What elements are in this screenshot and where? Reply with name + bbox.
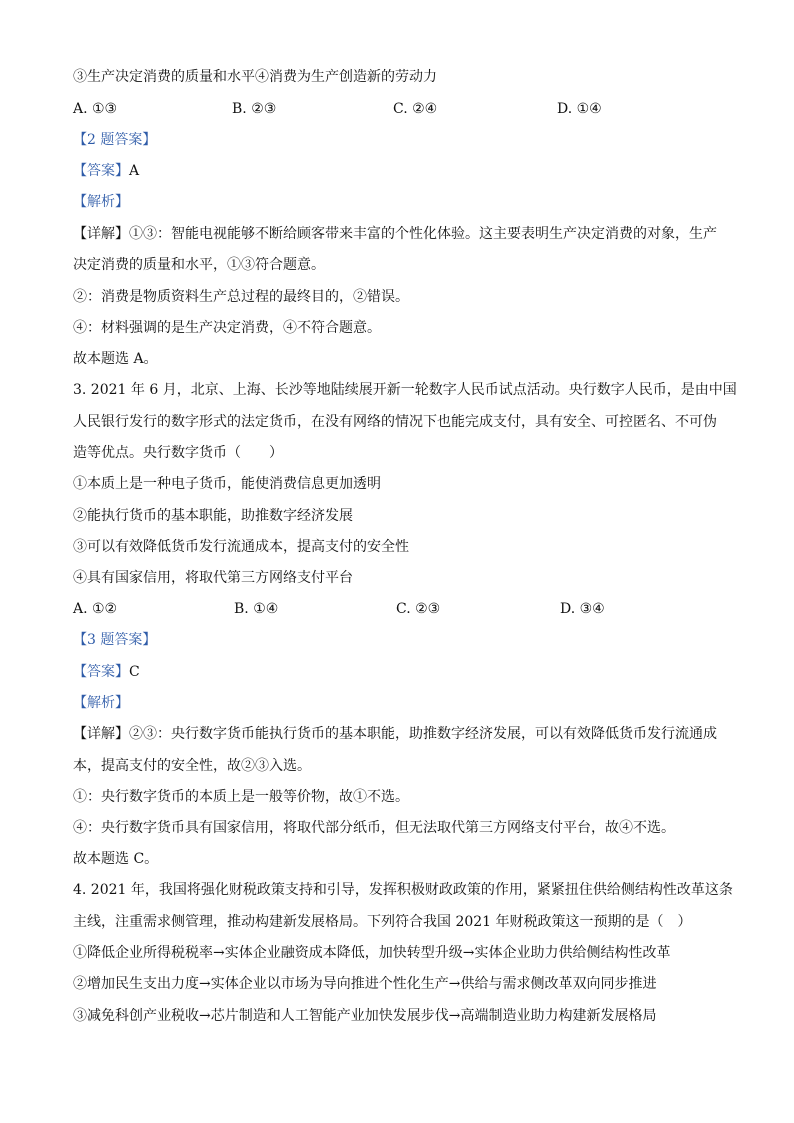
q3-conclusion: 故本题选 C。 bbox=[73, 851, 159, 867]
q3-note-1: ①：央行数字货币的本质上是一般等价物，故①不选。 bbox=[73, 789, 409, 805]
q3-detail-line-2: 本，提高支付的安全性，故②③入选。 bbox=[73, 758, 311, 774]
q3-detail-line-1 bbox=[73, 724, 717, 744]
q3-stem-line-1: 3. 2021 年 6 月，北京、上海、长沙等地陆续展开新一轮数字人民币试点活动。央行数字人民币，是由中国 bbox=[73, 382, 737, 398]
q4-statement-1: ①降低企业所得税税率→实体企业融资成本降低，加快转型升级→实体企业助力供给侧结构性改革 bbox=[73, 945, 671, 961]
q2-analysis-label: 【解析】 bbox=[73, 194, 129, 210]
q2-stem-tail: ③生产决定消费的质量和水平④消费为生产创造新的劳动力 bbox=[73, 69, 437, 85]
answer-label: 【答案】 bbox=[73, 163, 129, 179]
q2-note-1: ②：消费是物质资料生产总过程的最终目的，②错误。 bbox=[73, 289, 409, 305]
q3-analysis-label: 【解析】 bbox=[73, 695, 129, 711]
q2-conclusion: 故本题选 A。 bbox=[73, 351, 158, 367]
q2-option-c: C. ②④ bbox=[393, 101, 438, 117]
q3-stem-line-2: 人民银行发行的数字形式的法定货币，在没有网络的情况下也能完成支付，具有安全、可控匿名、不可伪 bbox=[73, 414, 717, 430]
q4-stem-line-1: 4. 2021 年，我国将强化财税政策支持和引导，发挥积极财政政策的作用，紧紧扭住供给侧结构性改革这条 bbox=[73, 882, 733, 898]
q3-statement-1: ①本质上是一种电子货币，能使消费信息更加透明 bbox=[73, 476, 381, 492]
q2-option-d: D. ①④ bbox=[557, 101, 602, 117]
q3-option-c: C. ②③ bbox=[396, 601, 441, 617]
q3-statement-2: ②能执行货币的基本职能，助推数字经济发展 bbox=[73, 508, 353, 524]
q3-stem-line-3: 造等优点。央行数字货币（ ） bbox=[73, 445, 283, 461]
q2-answer-value: A bbox=[129, 163, 140, 179]
q2-detail-line-1 bbox=[73, 224, 717, 244]
detail-label: 【详解】 bbox=[73, 226, 129, 242]
q2-option-a: A. ①③ bbox=[73, 101, 118, 117]
q3-note-2: ④：央行数字货币具有国家信用，将取代部分纸币，但无法取代第三方网络支付平台，故④不选。 bbox=[73, 820, 675, 836]
q3-answer-row bbox=[73, 662, 140, 682]
q3-option-d: D. ③④ bbox=[560, 601, 605, 617]
q2-answer-row bbox=[73, 161, 139, 181]
detail-label: 【详解】 bbox=[73, 726, 129, 742]
q3-option-b: B. ①④ bbox=[234, 601, 279, 617]
q2-option-b: B. ②③ bbox=[232, 101, 277, 117]
q3-statement-3: ③可以有效降低货币发行流通成本，提高支付的安全性 bbox=[73, 539, 409, 555]
q2-note-2: ④：材料强调的是生产决定消费，④不符合题意。 bbox=[73, 320, 381, 336]
answer-label: 【答案】 bbox=[73, 664, 129, 680]
q3-answer-header: 【3 题答案】 bbox=[73, 632, 157, 648]
detail-text: ①③：智能电视能够不断给顾客带来丰富的个性化体验。这主要表明生产决定消费的对象，生产 bbox=[129, 226, 717, 242]
q3-option-a: A. ①② bbox=[73, 601, 118, 617]
detail-text: ②③：央行数字货币能执行货币的基本职能，助推数字经济发展，可以有效降低货币发行流通成 bbox=[129, 726, 717, 742]
q3-answer-value: C bbox=[129, 664, 140, 680]
q4-statement-3: ③减免科创产业税收→芯片制造和人工智能产业加快发展步伐→高端制造业助力构建新发展格局 bbox=[73, 1008, 657, 1024]
q3-statement-4: ④具有国家信用，将取代第三方网络支付平台 bbox=[73, 570, 353, 586]
q4-stem-line-2: 主线，注重需求侧管理，推动构建新发展格局。下列符合我国 2021 年财税政策这一预期的是（ ） bbox=[73, 914, 692, 930]
q2-answer-header: 【2 题答案】 bbox=[73, 132, 157, 148]
q4-statement-2: ②增加民生支出力度→实体企业以市场为导向推进个性化生产→供给与需求侧改革双向同步推进 bbox=[73, 976, 657, 992]
q2-detail-line-2: 决定消费的质量和水平，①③符合题意。 bbox=[73, 257, 325, 273]
